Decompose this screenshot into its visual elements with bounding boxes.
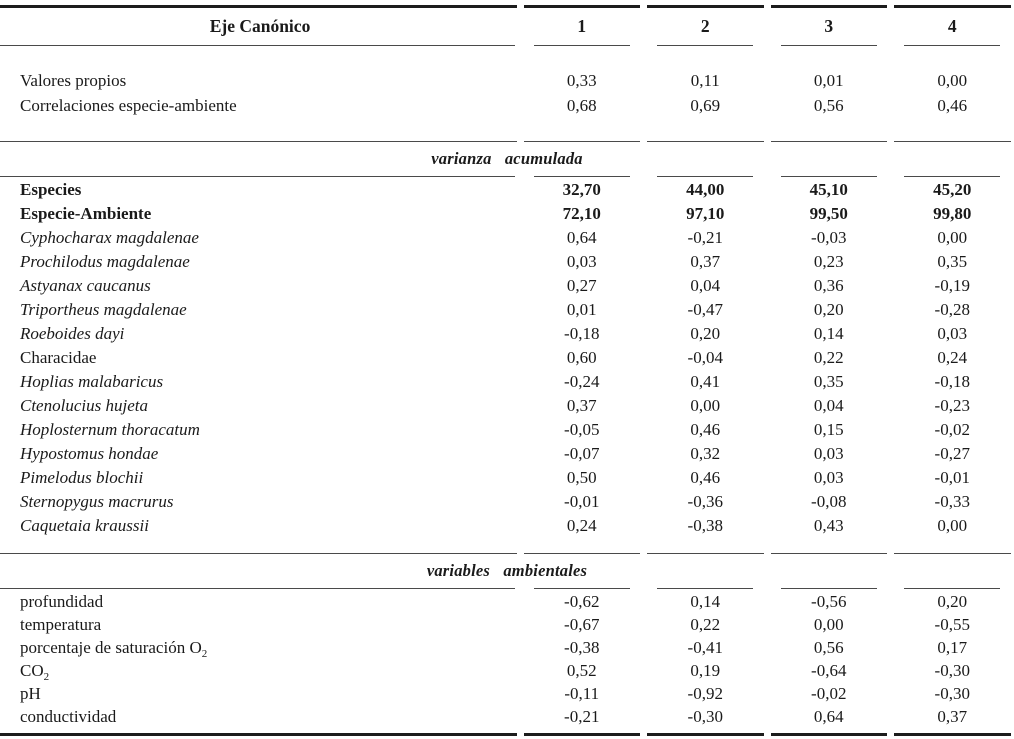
value-cell: 0,33 bbox=[566, 70, 597, 90]
value-cell: -0,24 bbox=[564, 372, 600, 391]
rule-segment bbox=[767, 176, 891, 178]
row-label: Especies bbox=[20, 180, 82, 199]
value-cell: 0,15 bbox=[813, 420, 844, 439]
value-cell: 45,20 bbox=[933, 180, 972, 199]
row-label: Especie-Ambiente bbox=[20, 204, 152, 223]
value-cell: -0,30 bbox=[934, 683, 970, 703]
table-row bbox=[0, 590, 1014, 613]
value-cell: 0,04 bbox=[813, 396, 844, 415]
table-row bbox=[0, 613, 1014, 636]
rule-segment bbox=[520, 176, 644, 178]
value-cell: -0,30 bbox=[687, 706, 723, 726]
rule-segment bbox=[767, 141, 891, 143]
value-cell: 0,46 bbox=[690, 420, 721, 439]
value-cell: 0,46 bbox=[937, 95, 968, 115]
value-cell: 0,00 bbox=[937, 228, 968, 247]
value-cell: 0,41 bbox=[690, 372, 721, 391]
header-col-2: 2 bbox=[700, 15, 710, 36]
value-cell: 0,56 bbox=[813, 637, 844, 657]
section-title: variables ambientales bbox=[426, 561, 588, 580]
value-cell: -0,23 bbox=[934, 396, 970, 415]
rule-segment bbox=[520, 5, 644, 7]
rule-segment bbox=[520, 45, 644, 47]
rule-segment bbox=[891, 45, 1014, 47]
value-cell: 0,20 bbox=[690, 324, 721, 343]
value-cell: 0,24 bbox=[566, 516, 597, 535]
value-cell: -0,02 bbox=[811, 683, 847, 703]
row-label: Prochilodus magdalenae bbox=[20, 252, 190, 271]
rule-segment bbox=[520, 733, 644, 735]
value-cell: 0,03 bbox=[813, 444, 844, 463]
value-cell: 0,14 bbox=[813, 324, 844, 343]
table-bottom-rule bbox=[0, 733, 1014, 736]
table-row bbox=[0, 178, 1014, 202]
row-label: temperatura bbox=[20, 614, 102, 634]
value-cell: 44,00 bbox=[686, 180, 725, 199]
value-cell: 0,03 bbox=[937, 324, 968, 343]
rule-segment bbox=[644, 141, 768, 143]
value-cell: 0,01 bbox=[813, 70, 844, 90]
value-cell: -0,36 bbox=[687, 492, 723, 511]
variance-rows-block bbox=[0, 178, 1014, 552]
table-top-rule bbox=[0, 5, 1014, 8]
value-cell: -0,11 bbox=[564, 683, 600, 703]
section-title-row bbox=[0, 143, 1014, 175]
table-row bbox=[0, 442, 1014, 466]
row-label bbox=[0, 638, 520, 658]
value-cell: -0,62 bbox=[564, 591, 600, 611]
rule-segment bbox=[891, 5, 1014, 7]
value-cell: -0,01 bbox=[934, 468, 970, 487]
value-cell: 32,70 bbox=[562, 180, 601, 199]
rule-segment bbox=[644, 588, 768, 590]
row-label: Pimelodus blochii bbox=[20, 468, 144, 487]
value-cell: 0,50 bbox=[566, 468, 597, 487]
rule-segment bbox=[0, 553, 520, 555]
value-cell: 0,68 bbox=[566, 95, 597, 115]
rule-segment bbox=[891, 588, 1014, 590]
rule-segment bbox=[767, 553, 891, 555]
row-label bbox=[0, 661, 520, 681]
value-cell: 0,27 bbox=[566, 276, 597, 295]
rule-segment bbox=[644, 733, 768, 735]
value-cell: -0,18 bbox=[934, 372, 970, 391]
row-label-text: CO bbox=[20, 660, 44, 680]
value-cell: 0,64 bbox=[566, 228, 597, 247]
table-row bbox=[0, 274, 1014, 298]
value-cell: -0,19 bbox=[934, 276, 970, 295]
value-cell: 0,20 bbox=[813, 300, 844, 319]
rule-segment bbox=[891, 176, 1014, 178]
value-cell: 0,32 bbox=[690, 444, 721, 463]
row-label: Characidae bbox=[20, 348, 97, 367]
table-row bbox=[0, 514, 1014, 538]
value-cell: -0,21 bbox=[687, 228, 723, 247]
value-cell: 0,19 bbox=[690, 660, 721, 680]
row-label: conductividad bbox=[20, 706, 117, 726]
row-label: Caquetaia kraussii bbox=[20, 516, 149, 535]
row-label: Triportheus magdalenae bbox=[20, 300, 187, 319]
table-row bbox=[0, 370, 1014, 394]
table-row bbox=[0, 298, 1014, 322]
value-cell: 0,36 bbox=[813, 276, 844, 295]
value-cell: 0,37 bbox=[937, 706, 968, 726]
rule-segment bbox=[0, 588, 520, 590]
value-cell: 72,10 bbox=[562, 204, 601, 223]
eigenvalues-block bbox=[0, 47, 1014, 140]
value-cell: 0,35 bbox=[813, 372, 844, 391]
value-cell: 0,37 bbox=[566, 396, 597, 415]
table-row bbox=[0, 250, 1014, 274]
value-cell: -0,64 bbox=[811, 660, 847, 680]
header-col-4: 4 bbox=[947, 15, 957, 36]
rule-segment bbox=[0, 733, 520, 735]
value-cell: 0,17 bbox=[937, 637, 968, 657]
environment-rows-block bbox=[0, 590, 1014, 730]
row-label: profundidad bbox=[20, 591, 104, 611]
subscript: 2 bbox=[43, 670, 50, 683]
rule-segment bbox=[767, 733, 891, 735]
row-label: Roeboides dayi bbox=[20, 324, 125, 343]
header-label: Eje Canónico bbox=[209, 15, 311, 36]
table-row bbox=[0, 659, 1014, 682]
row-label: Ctenolucius hujeta bbox=[20, 396, 148, 415]
rule-segment bbox=[0, 141, 520, 143]
rule-segment bbox=[767, 45, 891, 47]
subscript: 2 bbox=[201, 647, 208, 660]
value-cell: -0,18 bbox=[564, 324, 600, 343]
rule-segment bbox=[0, 5, 520, 7]
table-row bbox=[0, 322, 1014, 346]
value-cell: -0,41 bbox=[687, 637, 723, 657]
value-cell: 0,43 bbox=[813, 516, 844, 535]
value-cell: -0,33 bbox=[934, 492, 970, 511]
value-cell: 0,24 bbox=[937, 348, 968, 367]
value-cell: 0,00 bbox=[937, 70, 968, 90]
value-cell: -0,27 bbox=[934, 444, 970, 463]
value-cell: 0,00 bbox=[690, 396, 721, 415]
value-cell: -0,01 bbox=[564, 492, 600, 511]
value-cell: 0,52 bbox=[566, 660, 597, 680]
value-cell: 0,37 bbox=[690, 252, 721, 271]
table-row bbox=[0, 394, 1014, 418]
value-cell: -0,08 bbox=[811, 492, 847, 511]
value-cell: -0,55 bbox=[934, 614, 970, 634]
value-cell: 0,60 bbox=[566, 348, 597, 367]
rule-segment bbox=[644, 176, 768, 178]
value-cell: 0,14 bbox=[690, 591, 721, 611]
header-col-1: 1 bbox=[577, 15, 587, 36]
table-row bbox=[0, 682, 1014, 705]
value-cell: 0,04 bbox=[690, 276, 721, 295]
rule-segment bbox=[644, 5, 768, 7]
value-cell: -0,38 bbox=[687, 516, 723, 535]
rule-segment bbox=[0, 176, 520, 178]
value-cell: -0,28 bbox=[934, 300, 970, 319]
rule-segment bbox=[644, 553, 768, 555]
row-label: Cyphocharax magdalenae bbox=[20, 228, 199, 247]
rule-segment bbox=[644, 45, 768, 47]
value-cell: -0,05 bbox=[564, 420, 600, 439]
value-cell: 97,10 bbox=[686, 204, 725, 223]
row-label: pH bbox=[20, 683, 41, 703]
table-row bbox=[0, 68, 1014, 93]
value-cell: 45,10 bbox=[809, 180, 848, 199]
table-row bbox=[0, 202, 1014, 226]
value-cell: -0,02 bbox=[934, 420, 970, 439]
value-cell: -0,04 bbox=[687, 348, 723, 367]
rule-segment bbox=[891, 553, 1014, 555]
value-cell: -0,92 bbox=[687, 683, 723, 703]
value-cell: -0,67 bbox=[564, 614, 600, 634]
value-cell: 0,11 bbox=[690, 70, 720, 90]
value-cell: -0,38 bbox=[564, 637, 600, 657]
value-cell: -0,47 bbox=[687, 300, 723, 319]
rule-segment bbox=[891, 141, 1014, 143]
table-row bbox=[0, 490, 1014, 514]
value-cell: 0,64 bbox=[813, 706, 844, 726]
table-row bbox=[0, 226, 1014, 250]
value-cell: -0,21 bbox=[564, 706, 600, 726]
value-cell: 99,50 bbox=[809, 204, 848, 223]
table-row bbox=[0, 418, 1014, 442]
value-cell: 0,01 bbox=[566, 300, 597, 319]
row-label: Hoplosternum thoracatum bbox=[20, 420, 200, 439]
value-cell: 0,03 bbox=[566, 252, 597, 271]
table-row bbox=[0, 636, 1014, 659]
value-cell: 0,46 bbox=[690, 468, 721, 487]
row-label: Hoplias malabaricus bbox=[20, 372, 164, 391]
rule-segment bbox=[767, 588, 891, 590]
row-label: Astyanax caucanus bbox=[20, 276, 151, 295]
rule-segment bbox=[520, 588, 644, 590]
row-label: Sternopygus macrurus bbox=[20, 492, 174, 511]
rule-segment bbox=[520, 141, 644, 143]
table-row bbox=[0, 93, 1014, 118]
value-cell: -0,07 bbox=[564, 444, 600, 463]
table-header-row bbox=[0, 8, 1014, 44]
row-label: Valores propios bbox=[20, 70, 127, 90]
header-col-3: 3 bbox=[824, 15, 834, 36]
value-cell: 0,00 bbox=[937, 516, 968, 535]
value-cell: -0,56 bbox=[811, 591, 847, 611]
value-cell: 0,56 bbox=[813, 95, 844, 115]
rule-segment bbox=[0, 45, 520, 47]
value-cell: 99,80 bbox=[933, 204, 972, 223]
section-title-row bbox=[0, 555, 1014, 587]
rule-segment bbox=[891, 733, 1014, 735]
value-cell: 0,00 bbox=[813, 614, 844, 634]
section-title: varianza acumulada bbox=[431, 149, 583, 168]
table-row bbox=[0, 346, 1014, 370]
value-cell: -0,30 bbox=[934, 660, 970, 680]
value-cell: 0,03 bbox=[813, 468, 844, 487]
row-label-text: porcentaje de saturación O bbox=[20, 637, 202, 657]
value-cell: 0,20 bbox=[937, 591, 968, 611]
value-cell: 0,69 bbox=[690, 95, 721, 115]
row-label: Hypostomus hondae bbox=[20, 444, 159, 463]
value-cell: -0,03 bbox=[811, 228, 847, 247]
rule-segment bbox=[767, 5, 891, 7]
row-label: Correlaciones especie-ambiente bbox=[20, 95, 237, 115]
table-row bbox=[0, 705, 1014, 728]
value-cell: 0,22 bbox=[690, 614, 721, 634]
rule-segment bbox=[520, 553, 644, 555]
value-cell: 0,23 bbox=[813, 252, 844, 271]
value-cell: 0,22 bbox=[813, 348, 844, 367]
table-row bbox=[0, 466, 1014, 490]
value-cell: 0,35 bbox=[937, 252, 968, 271]
